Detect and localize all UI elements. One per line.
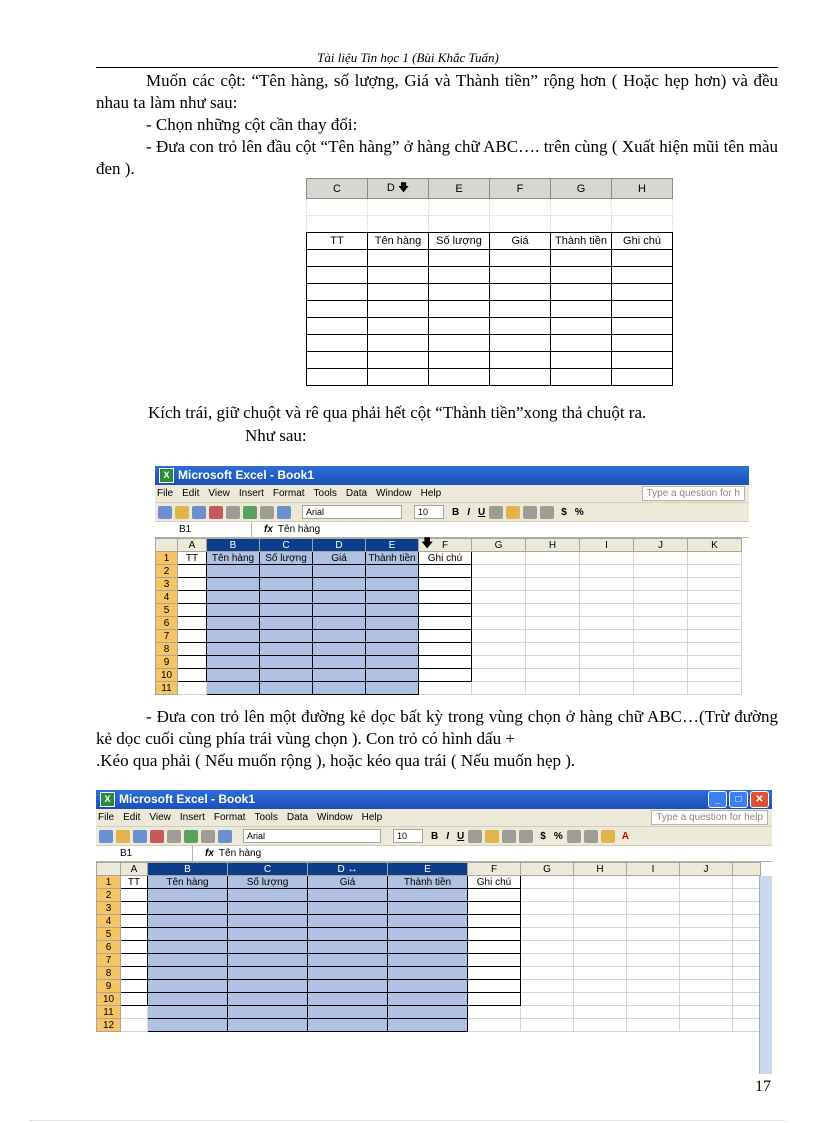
paragraph-drag: Kích trái, giữ chuột và rê qua phải hết cột “Thành tiền”xong thả chuột ra.: [148, 403, 647, 422]
title-bar: [155, 466, 749, 485]
preview-icon[interactable]: [167, 830, 181, 843]
underline-icon[interactable]: U: [457, 830, 465, 842]
col-header-a[interactable]: A: [178, 539, 207, 552]
col-header-blank: [733, 863, 761, 876]
cell-a1[interactable]: TT: [178, 552, 207, 565]
excel-icon: X: [100, 792, 115, 807]
header-rule: [96, 67, 778, 68]
bold-icon[interactable]: B: [452, 506, 460, 518]
resize-cursor-icon: ↔: [347, 863, 358, 875]
col-header-e[interactable]: E: [366, 539, 419, 552]
col-header-c[interactable]: C: [260, 539, 313, 552]
menu-bar: [155, 485, 749, 503]
menu-view[interactable]: View: [149, 812, 171, 823]
row-header[interactable]: 1: [156, 552, 178, 565]
open-icon[interactable]: [116, 830, 130, 843]
preview-icon[interactable]: [226, 506, 240, 519]
menu-data[interactable]: Data: [345, 488, 368, 499]
paragraph-intro: Muốn các cột: “Tên hàng, số lượng, Giá và Thành tiền” rộng hơn ( Hoặc hẹp hơn) và đều nhau ta làm như sau:: [96, 71, 778, 112]
row-header[interactable]: 12: [97, 1019, 121, 1032]
paragraph-step4: .Kéo qua phải ( Nếu muốn rộng ), hoặc kéo qua trái ( Nếu muốn hẹp ).: [96, 751, 576, 770]
row-header[interactable]: 1: [97, 876, 121, 889]
bold-icon[interactable]: B: [431, 830, 439, 842]
menu-edit[interactable]: Edit: [123, 812, 141, 823]
cell-e1[interactable]: Thành tiền: [366, 552, 419, 565]
cell-b1[interactable]: Tên hàng: [148, 876, 228, 889]
row-header[interactable]: 9: [156, 656, 178, 669]
cell-f1[interactable]: Ghi chú: [468, 876, 521, 889]
col-header-b[interactable]: B: [207, 539, 260, 552]
font-name-select[interactable]: Arial: [302, 505, 402, 519]
col-header-h[interactable]: H: [612, 179, 673, 199]
row-header[interactable]: 6: [97, 941, 121, 954]
sample-sheet: [306, 178, 673, 386]
cell-ghi-chu[interactable]: Ghi chú: [612, 233, 673, 250]
save-icon[interactable]: [192, 506, 206, 519]
open-icon[interactable]: [175, 506, 189, 519]
toolbar: [155, 503, 749, 522]
cell-c1[interactable]: Số lượng: [260, 552, 313, 565]
row-header[interactable]: 11: [97, 1006, 121, 1019]
row-header[interactable]: 2: [156, 565, 178, 578]
percent-icon[interactable]: %: [574, 506, 584, 518]
menu-file[interactable]: File: [98, 812, 115, 823]
row-header[interactable]: 8: [156, 643, 178, 656]
cell-f1[interactable]: Ghi chú: [419, 552, 472, 565]
row-header[interactable]: 3: [156, 578, 178, 591]
menu-help[interactable]: Help: [420, 488, 442, 499]
align-right-icon[interactable]: [502, 830, 516, 843]
row-header[interactable]: 8: [97, 967, 121, 980]
menu-window[interactable]: Window: [317, 812, 353, 823]
spelling-icon[interactable]: [243, 506, 257, 519]
cell-c1[interactable]: Số lượng: [228, 876, 308, 889]
window-title: Microsoft Excel - Book1: [119, 792, 256, 806]
excel-window-1: [155, 466, 749, 694]
row-header[interactable]: 6: [156, 617, 178, 630]
col-header-g[interactable]: G: [472, 539, 526, 552]
font-size-select[interactable]: 10: [393, 829, 423, 843]
menu-help[interactable]: Help: [361, 812, 383, 823]
undo-icon[interactable]: [201, 830, 215, 843]
fill-color-icon[interactable]: [601, 830, 615, 843]
col-header-d[interactable]: D: [313, 539, 366, 552]
print-icon[interactable]: [209, 506, 223, 519]
align-center-icon[interactable]: [485, 830, 499, 843]
name-box[interactable]: B1: [96, 846, 193, 861]
row-header[interactable]: 5: [156, 604, 178, 617]
formula-input[interactable]: Tên hàng: [218, 848, 262, 859]
cell-a1[interactable]: TT: [121, 876, 148, 889]
maximize-icon[interactable]: □: [729, 791, 748, 808]
page-number: 17: [755, 1078, 771, 1095]
underline-icon[interactable]: U: [478, 506, 486, 518]
menu-view[interactable]: View: [208, 488, 230, 499]
font-size-select[interactable]: 10: [414, 505, 444, 519]
menu-window[interactable]: Window: [376, 488, 412, 499]
minimize-icon[interactable]: _: [708, 791, 727, 808]
paragraph-step3: - Đưa con trỏ lên một đường kẻ dọc bất kỳ trong vùng chọn ở hàng chữ ABC…(Trừ đường kẻ dọc cuối cùng phía trái vùng chọn ). Con trỏ có hình dấu +: [96, 707, 778, 748]
col-header-k[interactable]: K: [688, 539, 742, 552]
cell-tt[interactable]: TT: [307, 233, 368, 250]
row-header[interactable]: 10: [156, 669, 178, 682]
toolbar: [96, 827, 772, 846]
col-header-a[interactable]: A: [121, 863, 148, 876]
down-arrow-cursor-icon: 🡇: [397, 182, 410, 194]
select-all-corner[interactable]: [97, 863, 121, 876]
paragraph-step2: - Đưa con trỏ lên đầu cột “Tên hàng” ở hàng chữ ABC…. trên cùng ( Xuất hiện mũi tên màu đen ).: [96, 137, 778, 178]
menu-edit[interactable]: Edit: [182, 488, 200, 499]
row-header[interactable]: 3: [97, 902, 121, 915]
undo-icon[interactable]: [260, 506, 274, 519]
row-header[interactable]: 4: [97, 915, 121, 928]
name-box[interactable]: B1: [155, 522, 252, 537]
col-header-f[interactable]: F: [419, 539, 472, 552]
align-left-icon[interactable]: [468, 830, 482, 843]
col-header-h[interactable]: H: [526, 539, 580, 552]
excel-window-2: [96, 790, 772, 1074]
formula-bar: [96, 846, 772, 862]
formula-bar: [155, 522, 749, 538]
fx-icon: fx: [264, 524, 273, 535]
down-arrow-cursor-icon: 🡇: [421, 536, 434, 550]
col-header-d[interactable]: D ↔: [308, 863, 388, 876]
col-header-d[interactable]: D 🡇: [368, 179, 429, 199]
percent-icon[interactable]: %: [553, 830, 563, 842]
col-header-f[interactable]: F: [490, 179, 551, 199]
spelling-icon[interactable]: [184, 830, 198, 843]
menu-format[interactable]: Format: [213, 812, 246, 823]
close-icon[interactable]: ✕: [750, 791, 769, 808]
indent-icon[interactable]: [567, 830, 581, 843]
row-header[interactable]: 7: [156, 630, 178, 643]
footer-rule: [30, 1120, 786, 1121]
italic-icon[interactable]: I: [446, 830, 450, 842]
col-header-j[interactable]: J: [680, 863, 733, 876]
row-header[interactable]: 10: [97, 993, 121, 1006]
col-header-e[interactable]: E: [429, 179, 490, 199]
col-header-g[interactable]: G: [521, 863, 574, 876]
help-icon[interactable]: [218, 830, 232, 843]
cell-e1[interactable]: Thành tiền: [388, 876, 468, 889]
worksheet-grid: [96, 862, 772, 1032]
fx-icon: fx: [205, 848, 214, 859]
currency-icon[interactable]: $: [561, 506, 567, 518]
window-controls: [706, 791, 769, 808]
excel-icon: X: [159, 468, 174, 483]
menu-tools[interactable]: Tools: [313, 488, 337, 499]
cell-d1[interactable]: Giá: [308, 876, 388, 889]
col-header-c[interactable]: C: [307, 179, 368, 199]
row-header[interactable]: 5: [97, 928, 121, 941]
cell-thanh-tien[interactable]: Thành tiền: [551, 233, 612, 250]
menu-insert[interactable]: Insert: [179, 812, 205, 823]
worksheet-grid: [155, 538, 749, 695]
font-name-select[interactable]: Arial: [243, 829, 381, 843]
cell-gia[interactable]: Giá: [490, 233, 551, 250]
align-right-icon[interactable]: [523, 506, 537, 519]
currency-icon[interactable]: $: [540, 830, 546, 842]
merge-icon[interactable]: [540, 506, 554, 519]
new-icon[interactable]: [99, 830, 113, 843]
menu-bar: [96, 809, 772, 827]
menu-insert[interactable]: Insert: [238, 488, 264, 499]
formula-input[interactable]: Tên hàng: [277, 524, 321, 535]
paragraph-step1: - Chọn những cột cần thay đổi:: [146, 115, 358, 134]
col-header-i[interactable]: I: [580, 539, 634, 552]
save-icon[interactable]: [133, 830, 147, 843]
help-search-input[interactable]: Type a question for help: [651, 810, 768, 825]
menu-data[interactable]: Data: [286, 812, 309, 823]
col-header-g[interactable]: G: [551, 179, 612, 199]
menu-file[interactable]: File: [157, 488, 174, 499]
col-header-i[interactable]: I: [627, 863, 680, 876]
print-icon[interactable]: [150, 830, 164, 843]
row-header[interactable]: 4: [156, 591, 178, 604]
row-header[interactable]: 2: [97, 889, 121, 902]
col-header-j[interactable]: J: [634, 539, 688, 552]
paragraph-nhu-sau: Như sau:: [245, 426, 307, 445]
font-color-icon[interactable]: A: [621, 830, 629, 842]
cell-d1[interactable]: Giá: [313, 552, 366, 565]
col-header-c[interactable]: C: [228, 863, 308, 876]
new-icon[interactable]: [158, 506, 172, 519]
italic-icon[interactable]: I: [467, 506, 471, 518]
cell-so-luong[interactable]: Số lượng: [429, 233, 490, 250]
window-title: Microsoft Excel - Book1: [178, 468, 315, 482]
col-header-b[interactable]: B: [148, 863, 228, 876]
menu-format[interactable]: Format: [272, 488, 305, 499]
row-header[interactable]: 7: [97, 954, 121, 967]
cell-ten-hang[interactable]: Tên hàng: [368, 233, 429, 250]
vertical-scrollbar[interactable]: [759, 876, 772, 1074]
page-header: Tài liệu Tin học 1 (Bùi Khắc Tuấn): [317, 50, 499, 65]
cell-b1[interactable]: Tên hàng: [207, 552, 260, 565]
help-icon[interactable]: [277, 506, 291, 519]
help-search-input[interactable]: Type a question for h: [642, 486, 745, 501]
borders-icon[interactable]: [584, 830, 598, 843]
menu-tools[interactable]: Tools: [254, 812, 278, 823]
row-header[interactable]: 11: [156, 682, 178, 695]
align-center-icon[interactable]: [506, 506, 520, 519]
align-left-icon[interactable]: [489, 506, 503, 519]
merge-icon[interactable]: [519, 830, 533, 843]
col-header-e[interactable]: E: [388, 863, 468, 876]
select-all-corner[interactable]: [156, 539, 178, 552]
col-header-h[interactable]: H: [574, 863, 627, 876]
row-header[interactable]: 9: [97, 980, 121, 993]
col-header-f[interactable]: F: [468, 863, 521, 876]
title-bar: [96, 790, 772, 809]
